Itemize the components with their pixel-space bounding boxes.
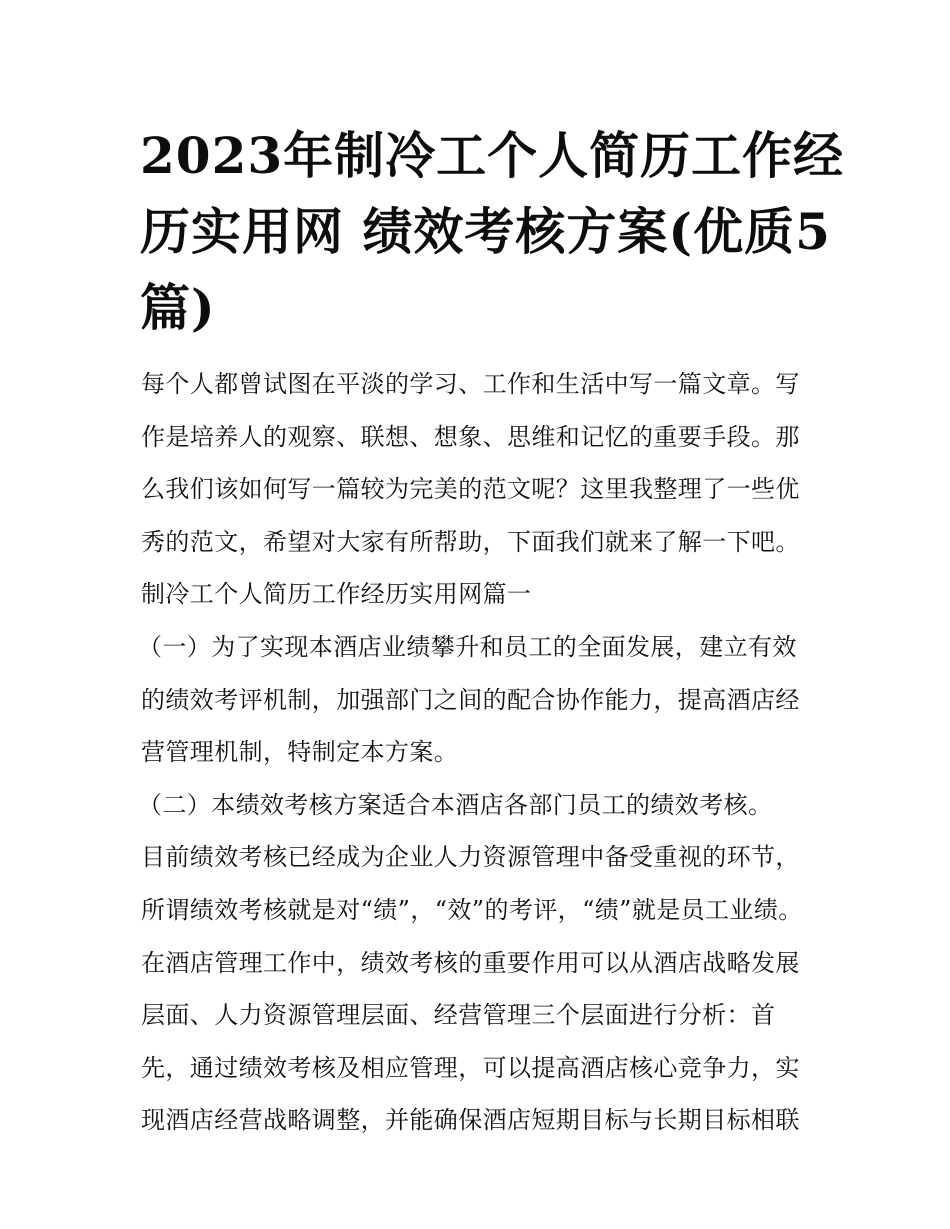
title-line: 历实用网 绩效考核方案(优质5	[140, 202, 831, 261]
body-line: 所谓绩效考核就是对“绩”，“效”的考评，“绩”就是员工业绩。	[141, 895, 803, 924]
body-line: 营管理机制，特制定本方案。	[141, 738, 459, 767]
body-line: 么我们该如何写一篇较为完美的范文呢？这里我整理了一些优	[141, 475, 800, 504]
body-line: 每个人都曾试图在平淡的学习、工作和生活中写一篇文章。写	[141, 370, 800, 398]
body-line: 先，通过绩效考核及相应管理，可以提高酒店核心竞争力，实	[141, 1053, 800, 1082]
title-line: 篇)	[140, 278, 216, 337]
body-line: 现酒店经营战略调整，并能确保酒店短期目标与长期目标相联	[141, 1106, 800, 1135]
document-title	[140, 118, 845, 346]
body-line: （二）本绩效考核方案适合本酒店各部门员工的绩效考核。	[138, 790, 773, 819]
body-line: 目前绩效考核已经成为企业人力资源管理中备受重视的环节，	[141, 843, 800, 872]
section-heading: 制冷工个人简历工作经历实用网篇一	[141, 580, 532, 609]
body-line: 层面、人力资源管理层面、经营管理三个层面进行分析：首	[141, 1001, 776, 1030]
document-body	[138, 358, 821, 1147]
body-line: 秀的范文，希望对大家有所帮助，下面我们就来了解一下吧。	[141, 527, 800, 556]
body-line: 在酒店管理工作中，绩效考核的重要作用可以从酒店战略发展	[141, 948, 800, 977]
body-line: 的绩效考评机制，加强部门之间的配合协作能力，提高酒店经	[141, 685, 800, 714]
title-line: 2023年制冷工个人简历工作经	[140, 126, 845, 185]
body-line: （一）为了实现本酒店业绩攀升和员工的全面发展，建立有效	[138, 632, 797, 661]
body-line: 作是培养人的观察、联想、想象、思维和记忆的重要手段。那	[141, 422, 800, 451]
